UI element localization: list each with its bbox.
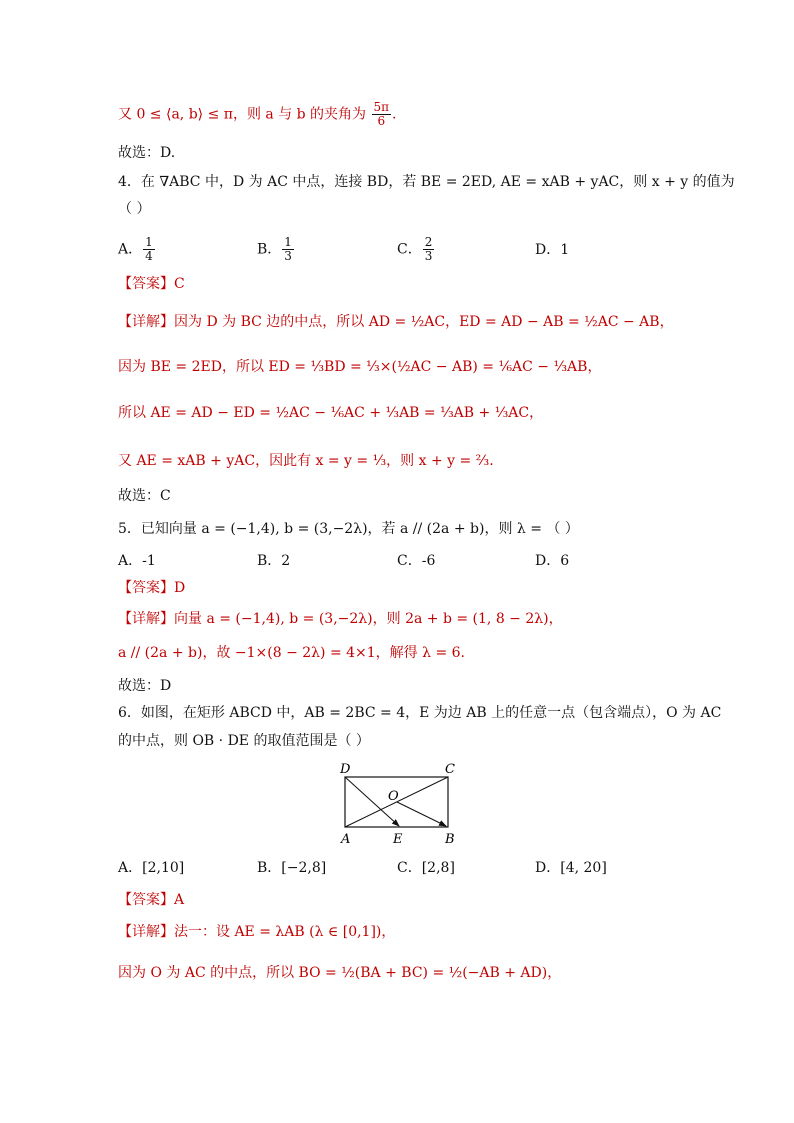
label-a: A xyxy=(341,832,351,847)
label-c: C xyxy=(445,762,455,777)
prev-angle-fraction: $\frac{5\pi}{6}$ xyxy=(373,100,390,128)
prev-choice: 故选：D. xyxy=(118,145,176,161)
q4-detail-2: 因为 BE = 2ED，所以 ED = ⅓BD = ⅓×(½AC − AB) = ⅙AC − ⅓AB， xyxy=(118,359,602,375)
q4-paren: （ ） xyxy=(118,201,151,217)
prev-angle-text: 又 0 ≤ ⟨a, b⟩ ≤ π，则 a 与 b 的夹角为 xyxy=(118,106,367,123)
q4-detail-3: 所以 AE = AD − ED = ½AC − ⅙AC + ⅓AB = ⅓AB + ⅓AC， xyxy=(118,405,544,421)
label-d: D xyxy=(340,762,351,777)
label-o: O xyxy=(388,789,399,804)
q4-choice: 故选：C xyxy=(118,488,171,504)
q5-option-b: B．2 xyxy=(257,553,291,569)
q5-answer: 【答案】D xyxy=(118,580,186,596)
q4-option-a: A． $\frac{1}{4}$ xyxy=(118,235,153,263)
q5-option-c: C．-6 xyxy=(397,553,436,569)
q4-detail-4: 又 AE = xAB + yAC，因此有 x = y = ⅓，则 x + y = ⅔. xyxy=(118,453,494,469)
prev-angle-line: 又 0 ≤ ⟨a, b⟩ ≤ π，则 a 与 b 的夹角为 $\frac{5\pi}{6}$ . xyxy=(118,100,397,128)
q4-stem: 4．在 ∇ABC 中，D 为 AC 中点，连接 BD，若 BE = 2ED, AE = xAB + yAC，则 x + y 的值为 xyxy=(118,174,735,190)
q5-option-d: D．6 xyxy=(535,553,570,569)
q4-answer: 【答案】C xyxy=(118,276,185,292)
q6-option-a: A．[2,10] xyxy=(118,860,185,876)
label-b: B xyxy=(445,832,455,847)
q5-detail-2: a // (2a + b)，故 −1×(8 − 2λ) = 4×1，解得 λ = 6. xyxy=(118,645,465,661)
q6-detail-2: 因为 O 为 AC 的中点，所以 BO = ½(BA + BC) = ½(−AB + AD)， xyxy=(118,965,562,981)
q4-option-b: B． $\frac{1}{3}$ xyxy=(257,235,292,263)
q5-choice: 故选：D xyxy=(118,678,172,694)
q6-option-c: C．[2,8] xyxy=(397,860,455,876)
q5-option-a: A．-1 xyxy=(118,553,156,569)
q6-detail-1: 【详解】法一：设 AE = λAB (λ ∈ [0,1])， xyxy=(118,924,396,940)
q4-option-d: D．1 xyxy=(535,242,570,258)
q4-option-c: C． $\frac{2}{3}$ xyxy=(397,235,433,263)
q6-stem-1: 6．如图，在矩形 ABCD 中，AB = 2BC = 4，E 为边 AB 上的任意一点（包含端点），O 为 AC xyxy=(118,705,722,721)
q6-stem-2: 的中点，则 OB · DE 的取值范围是（ ） xyxy=(118,733,370,749)
q5-stem: 5．已知向量 a = (−1,4), b = (3,−2λ)，若 a // (2a + b)，则 λ = （ ） xyxy=(118,521,579,537)
q4-detail-1: 【详解】因为 D 为 BC 边的中点，所以 AD = ½AC，ED = AD − AB = ½AC − AB， xyxy=(118,314,674,330)
vector-ob xyxy=(397,802,446,826)
label-e: E xyxy=(393,832,403,847)
q6-option-d: D．[4, 20] xyxy=(535,860,607,876)
rectangle-figure xyxy=(335,760,465,848)
q6-option-b: B．[−2,8] xyxy=(257,860,327,876)
q5-detail-1: 【详解】向量 a = (−1,4), b = (3,−2λ)，则 2a + b = (1, 8 − 2λ)， xyxy=(118,611,563,627)
q6-answer: 【答案】A xyxy=(118,892,185,908)
